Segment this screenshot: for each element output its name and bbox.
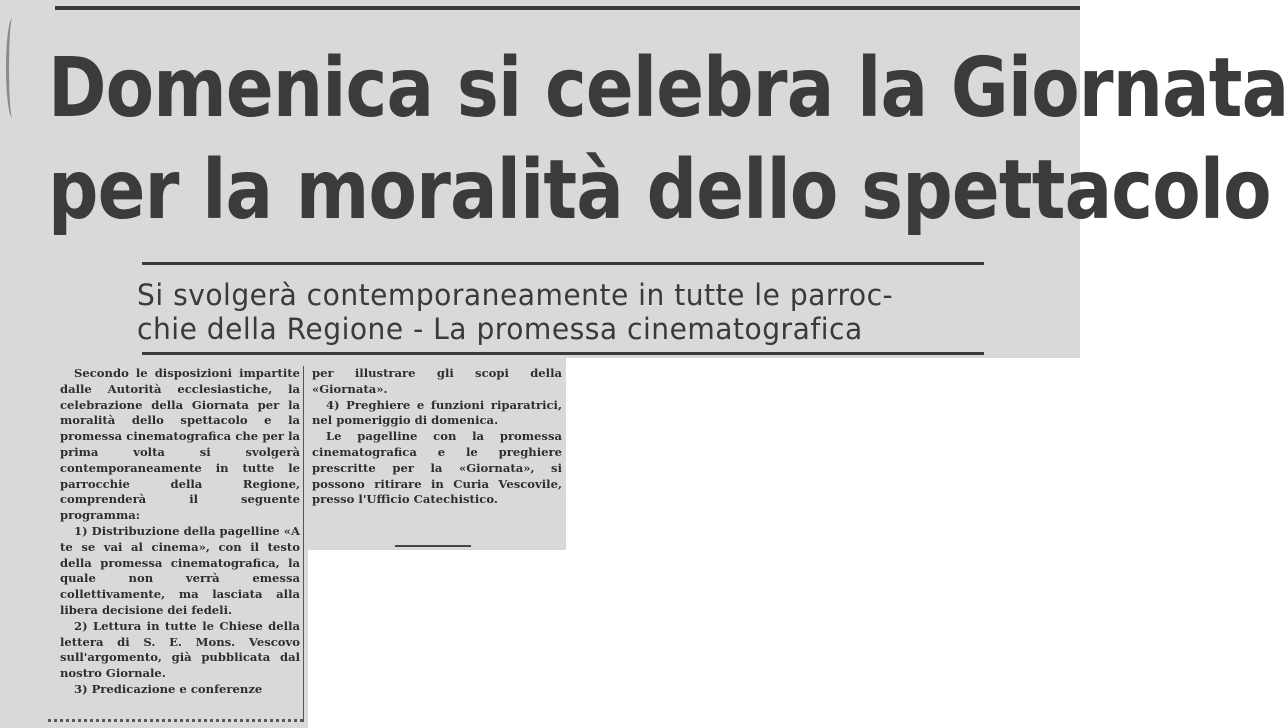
paper-edge-curl bbox=[6, 18, 19, 118]
subheadline-line-2: chie della Regione - La promessa cinematografica bbox=[137, 312, 863, 346]
top-rule bbox=[55, 6, 1080, 10]
body-column-right bbox=[312, 366, 562, 508]
body-paragraph: 4) Preghiere e funzioni riparatrici, nel pomeriggio di domenica. bbox=[312, 397, 562, 428]
subhead-bottom-rule bbox=[142, 352, 984, 355]
column-divider bbox=[303, 366, 304, 722]
article-end-rule bbox=[395, 545, 471, 547]
headline-line-1: Domenica si celebra la Giornata bbox=[48, 41, 1288, 136]
body-paragraph: Le pagelline con la promessa cinematografica e le preghiere prescritte per la «Giornata», si possono ritirare in Curia Vescovile, presso l'Ufficio Catechistico. bbox=[312, 429, 562, 507]
body-paragraph: Secondo le disposizioni impartite dalle Autorità ecclesiastiche, la celebrazione della Giornata per la moralità dello spettacolo e la promessa cinematografica che per la prima volta si svolgerà contemporaneamente in tutte le parrocchie della Regione, comprenderà il seguente programma: bbox=[60, 366, 300, 523]
body-paragraph: per illustrare gli scopi della «Giornata». bbox=[312, 366, 562, 396]
bottom-dotted-rule bbox=[48, 719, 303, 725]
body-column-left bbox=[60, 366, 300, 698]
headline-line-2: per la moralità dello spettacolo bbox=[48, 143, 1271, 238]
body-paragraph: 3) Predicazione e conferenze bbox=[74, 681, 263, 696]
subheadline-line-1: Si svolgerà contemporaneamente in tutte le parroc- bbox=[137, 278, 894, 312]
body-paragraph: 2) Lettura in tutte le Chiese della lettera di S. E. Mons. Vescovo sull'argomento, già pubblicata dal nostro Giornale. bbox=[60, 618, 300, 681]
subhead-top-rule bbox=[142, 262, 984, 265]
body-paragraph: 1) Distribuzione della pagelline «A te se vai al cinema», con il testo della promessa cinematografica, la quale non verrà emessa collettivamente, ma lasciata alla libera decisione dei fedeli. bbox=[60, 523, 300, 617]
